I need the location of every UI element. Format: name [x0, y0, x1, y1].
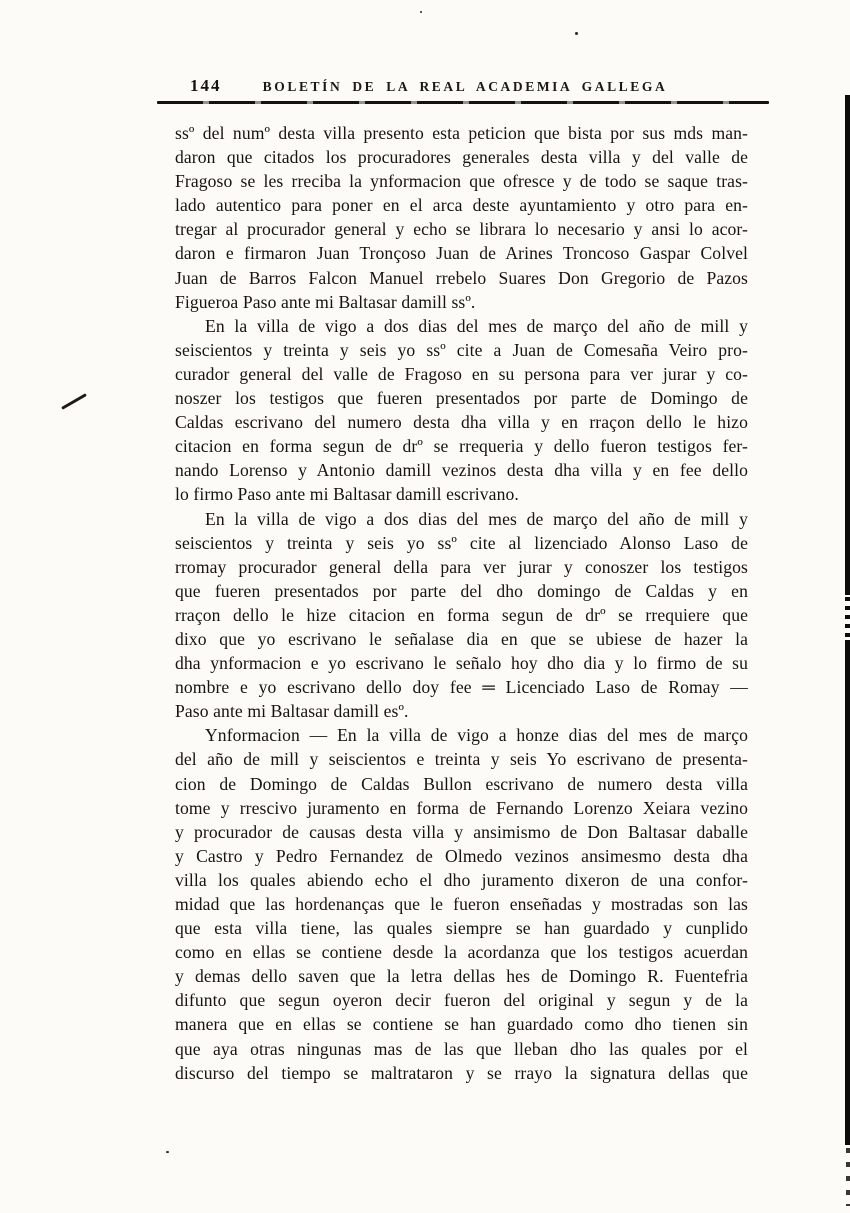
text-line: que aya otras ningunas mas de las que lleban dho las quales por el	[175, 1038, 748, 1059]
text-line: tregar al procurador general y echo se librara lo necesario y ansi lo acor-	[175, 219, 748, 240]
paragraph	[175, 723, 748, 1084]
text-line: seiscientos y treinta y seis yo ssº cite a Juan de Comesaña Veiro pro-	[175, 339, 748, 360]
text-line: daron e firmaron Juan Tronçoso Juan de Arines Troncoso Gaspar Colvel	[175, 243, 748, 264]
text-line: tome y rrescivo juramento en forma de Fernando Lorenzo Xeiara vezino	[175, 797, 748, 818]
text-line: villa los quales abiendo echo el dho juramento dixeron de una confor-	[175, 869, 748, 890]
text-line: que fueren presentados por parte del dho domingo de Caldas y en	[175, 580, 748, 601]
text-line: discurso del tiempo se maltrataron y se rrayo la signatura dellas que	[175, 1062, 748, 1083]
text-line: nando Lorenso y Antonio damill vezinos desta dha villa y en fee dello	[175, 460, 748, 481]
scan-edge-line-dotted	[845, 597, 850, 637]
journal-title: BOLETÍN DE LA REAL ACADEMIA GALLEGA	[262, 79, 668, 94]
text-line: En la villa de vigo a dos dias del mes de março del año de mill y	[205, 315, 748, 336]
text-line: y demas dello saven que la letra dellas hes de Domingo R. Fuentefria	[175, 966, 748, 987]
text-line: Caldas escrivano del numero desta dha villa y en rraçon dello le hizo	[175, 412, 748, 433]
text-line: del año de mill y seiscientos e treinta y seis Yo escrivano de presenta-	[175, 749, 748, 770]
document-body	[175, 121, 748, 1085]
header-rule	[157, 101, 769, 104]
text-line: manera que en ellas se contiene se han guardado como dho tienen sin	[175, 1014, 748, 1035]
text-line: lo firmo Paso ante mi Baltasar damill escrivano.	[175, 484, 519, 505]
text-line: rromay procurador general della para ver jurar y conoszer los testigos	[175, 556, 748, 577]
scan-speck	[166, 1151, 169, 1153]
text-line: nombre e yo escrivano dello doy fee ═ Licenciado Laso de Romay —	[175, 677, 748, 698]
text-line: Ynformacion — En la villa de vigo a honze dias del mes de março	[205, 725, 748, 746]
text-line: difunto que segun oyeron decir fueron del original y segun y de la	[175, 990, 748, 1011]
text-line: lado autentico para poner en el arca deste ayuntamiento y otro para en-	[175, 195, 748, 216]
text-line: y procurador de causas desta villa y ansimismo de Don Baltasar daballe	[175, 821, 748, 842]
scan-edge-line-dashed	[846, 1148, 850, 1206]
text-line: Figueroa Paso ante mi Baltasar damill ssº.	[175, 291, 476, 312]
scan-edge-line	[845, 95, 850, 595]
margin-pen-mark	[61, 393, 87, 410]
text-line: rraçon dello le hize citacion en forma segun de drº se rrequiere que	[175, 604, 748, 625]
scan-edge-line	[845, 640, 850, 1145]
text-line: Paso ante mi Baltasar damill esº.	[175, 701, 409, 722]
text-line: ssº del numº desta villa presento esta peticion que bista por sus mds man-	[175, 123, 748, 143]
scan-speck	[575, 32, 578, 35]
text-line: midad que las hordenanças que le fueron enseñadas y mostradas son las	[175, 894, 748, 914]
text-line: dixo que yo escrivano le señalase dia en que se ubiese de hazer la	[175, 628, 748, 649]
text-line: cion de Domingo de Caldas Bullon escrivano de numero desta villa	[175, 773, 748, 794]
text-line: que esta villa tiene, las quales siempre se han guardado y cunplido	[175, 918, 748, 939]
text-line: Fragoso se les rreciba la ynformacion que ofresce y de todo se saque tras-	[175, 171, 748, 192]
text-line: dha ynformacion e yo escrivano le señalo hoy dho dia y lo firmo de su	[175, 653, 748, 674]
paragraph	[175, 314, 748, 507]
paragraph	[175, 121, 748, 314]
paragraph	[175, 507, 748, 724]
text-line: citacion en forma segun de drº se rrequeria y dello fueron testigos fer-	[175, 436, 748, 457]
running-head	[160, 76, 770, 98]
scan-speck	[420, 11, 422, 13]
page-number: 144	[190, 76, 222, 95]
text-line: como en ellas se contiene desde la acordanza que los testigos acuerdan	[175, 942, 748, 963]
text-line: daron que citados los procuradores generales desta villa y del valle de	[175, 147, 748, 168]
text-line: seiscientos y treinta y seis yo ssº cite al lizenciado Alonso Laso de	[175, 532, 748, 553]
text-line: Juan de Barros Falcon Manuel rrebelo Suares Don Gregorio de Pazos	[175, 267, 748, 288]
text-line: y Castro y Pedro Fernandez de Olmedo vezinos ansimesmo desta dha	[175, 845, 748, 866]
text-line: noszer los testigos que fueren presentados por parte de Domingo de	[175, 388, 748, 409]
text-line: curador general del valle de Fragoso en su persona para ver jurar y co-	[175, 363, 748, 384]
text-line: En la villa de vigo a dos dias del mes de março del año de mill y	[205, 508, 748, 529]
